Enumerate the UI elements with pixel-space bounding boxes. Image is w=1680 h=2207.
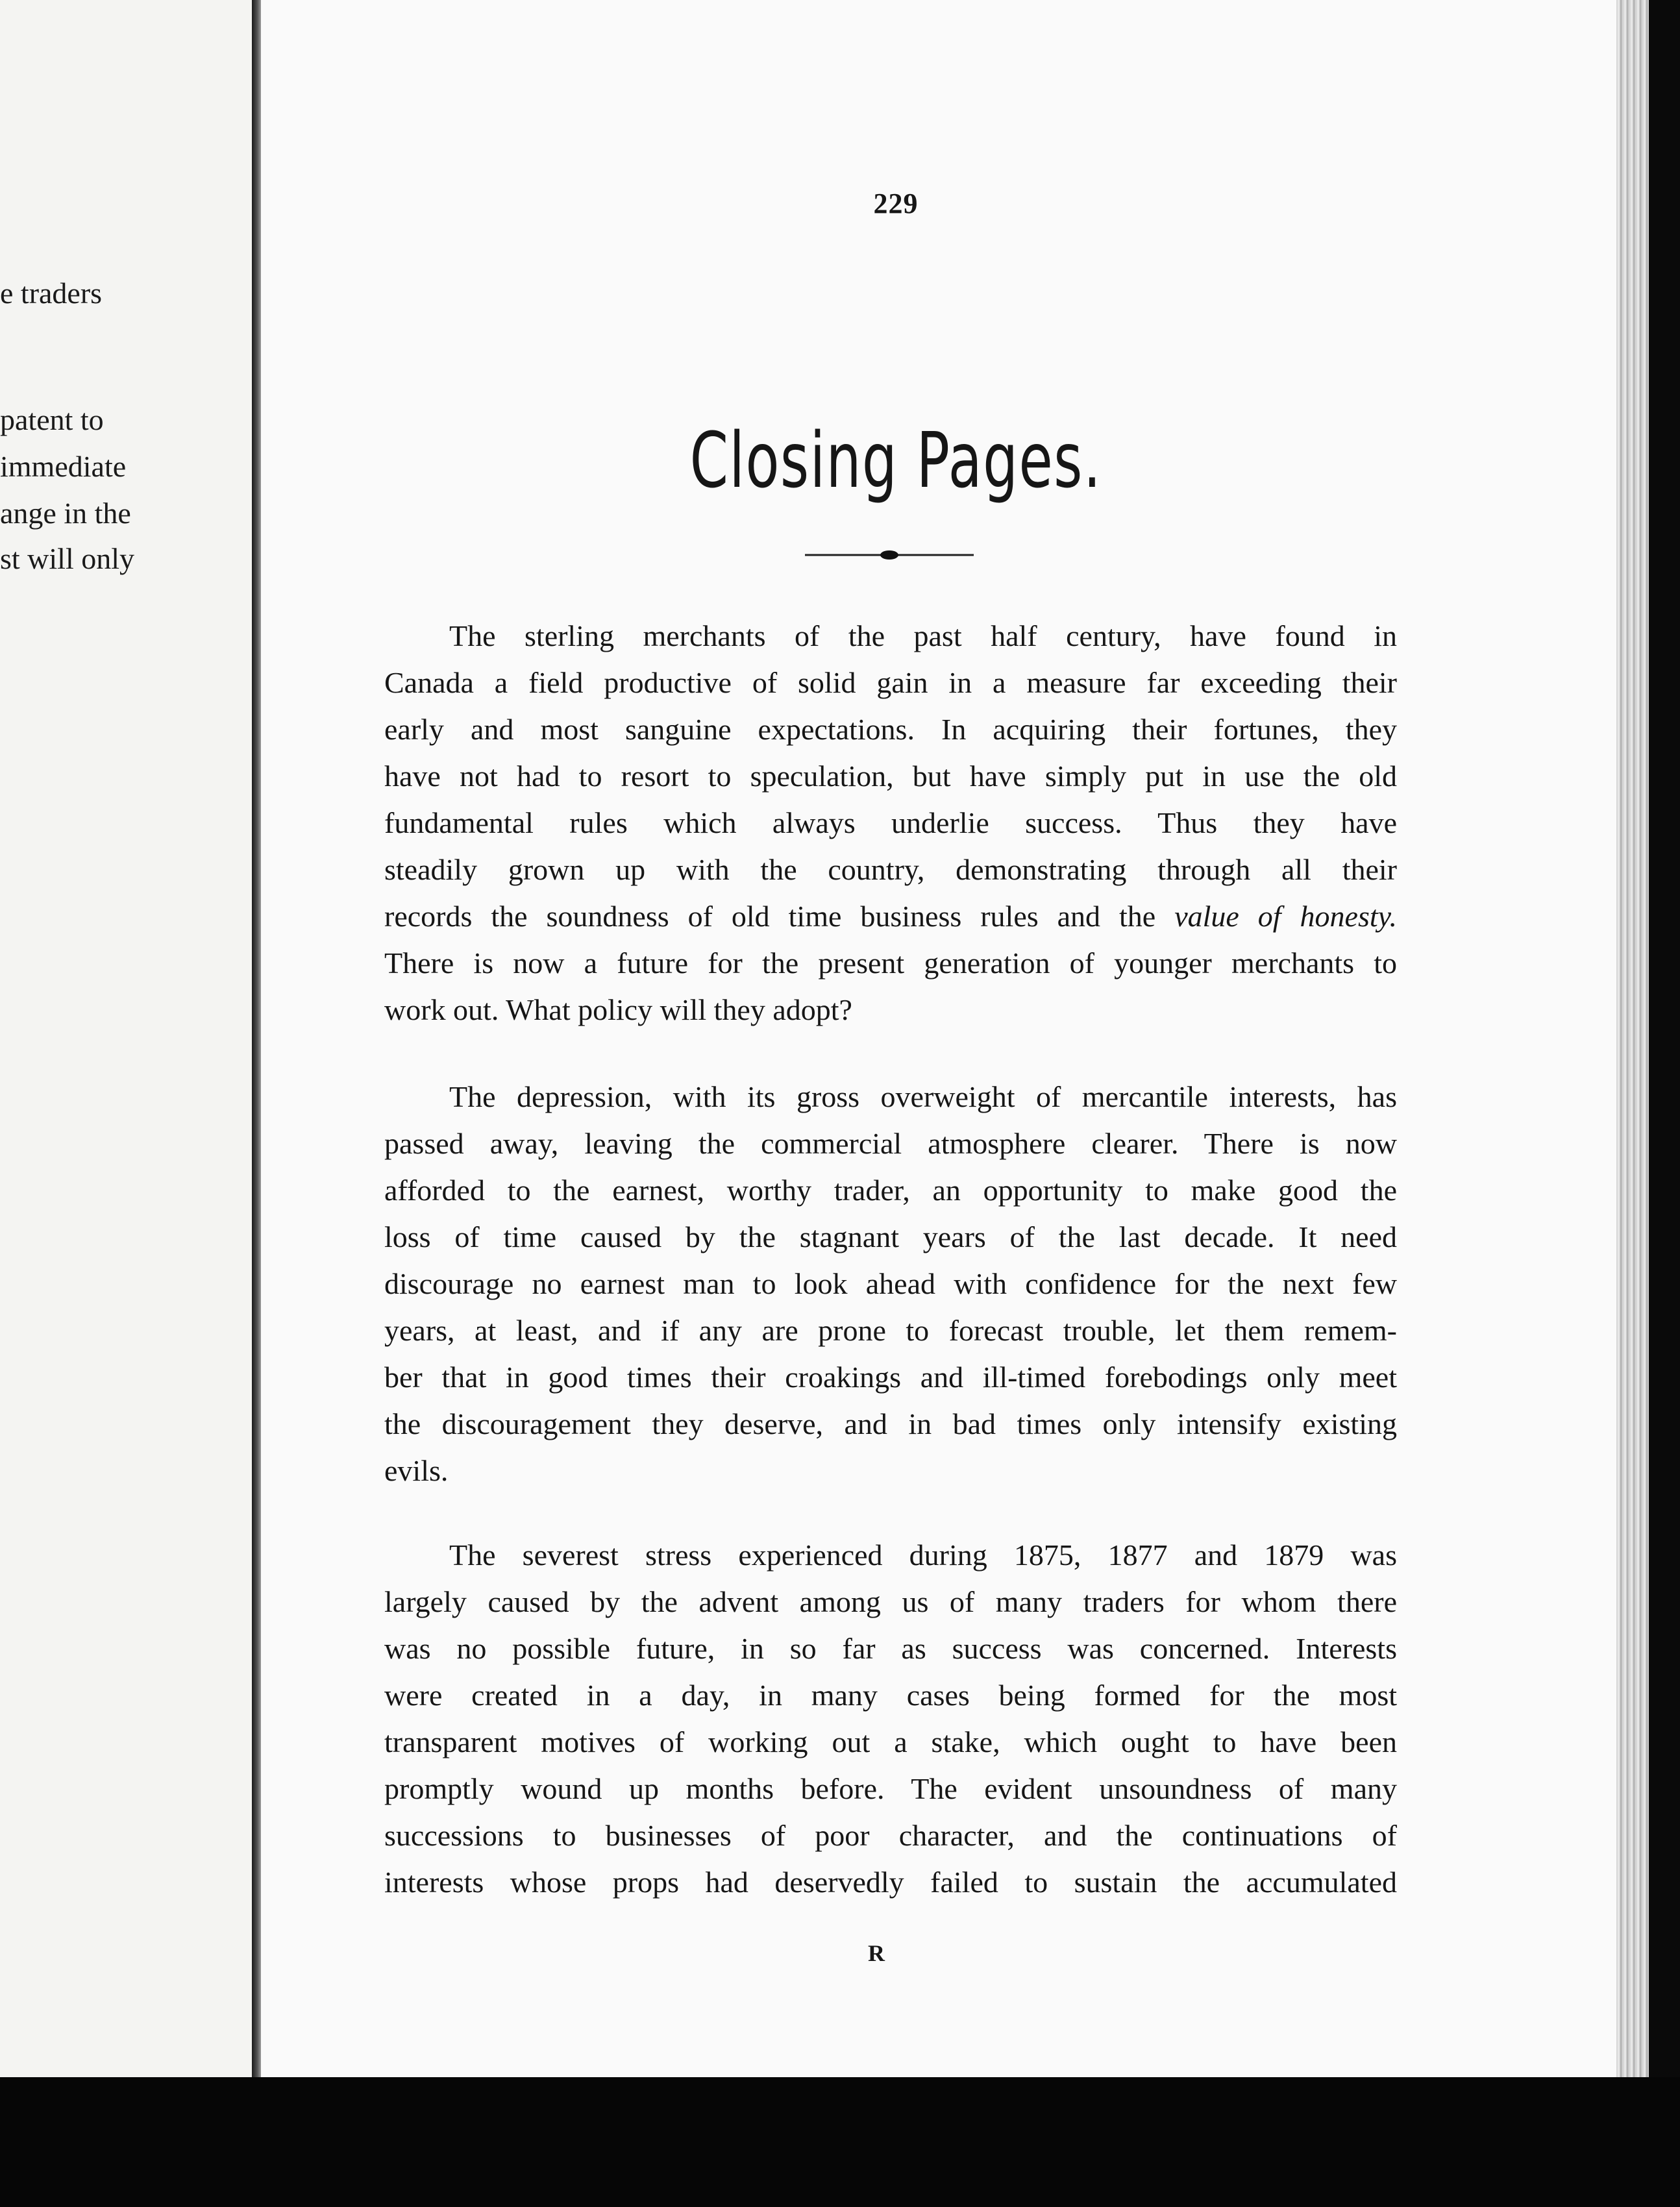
text-line: loss of time caused by the stagnant years of the last decade. It need: [384, 1220, 1397, 1253]
text-line: discourage no earnest man to look ahead with confidence for the next few: [384, 1267, 1397, 1300]
text-line: years, at least, and if any are prone to forecast trouble, let them remem-: [384, 1314, 1397, 1347]
text-line: The depression, with its gross overweight of mercantile interests, has: [449, 1080, 1397, 1113]
text-segment: records the soundness of old time business rules and the: [384, 900, 1156, 933]
page-number: 229: [873, 188, 919, 219]
text-line: early and most sanguine expectations. In acquiring their fortunes, they: [384, 713, 1397, 746]
text-line: largely caused by the advent among us of many traders for whom there: [384, 1585, 1397, 1618]
text-line: successions to businesses of poor character, and the continuations of: [384, 1819, 1397, 1852]
previous-page-line: ange in the: [0, 497, 131, 530]
text-line: work out. What policy will they adopt?: [384, 993, 852, 1026]
text-line: The sterling merchants of the past half century, have found in: [449, 619, 1397, 652]
text-line: were created in a day, in many cases being formed for the most: [384, 1679, 1397, 1712]
text-line: afforded to the earnest, worthy trader, an opportunity to make good the: [384, 1174, 1397, 1207]
text-line: have not had to resort to speculation, but have simply put in use the old: [384, 759, 1397, 793]
previous-page-line: st will only: [0, 542, 135, 575]
title-ornament-divider: [805, 545, 974, 565]
text-line: steadily grown up with the country, demonstrating through all their: [384, 853, 1397, 886]
text-line: evils.: [384, 1454, 449, 1487]
text-line: ber that in good times their croakings and ill-timed forebodings only meet: [384, 1361, 1397, 1394]
text-line: Canada a field productive of solid gain in a measure far exceeding their: [384, 666, 1397, 699]
signature-mark: R: [868, 1940, 885, 1966]
book-gutter: [252, 0, 261, 2077]
text-line: There is now a future for the present generation of younger merchants to: [384, 946, 1397, 980]
paragraph-2: [384, 1074, 1397, 1494]
text-line: fundamental rules which always underlie success. Thus they have: [384, 806, 1397, 839]
page-title: Closing Pages.: [689, 415, 1102, 505]
previous-page-line: patent to: [0, 403, 104, 436]
scan-background: [0, 2077, 1680, 2207]
text-line: the discouragement they deserve, and in bad times only intensify existing: [384, 1407, 1397, 1440]
page-edges: [1616, 0, 1649, 2090]
text-line: transparent motives of working out a stake, which ought to have been: [384, 1725, 1397, 1758]
previous-page-line: immediate: [0, 450, 127, 483]
text-line: interests whose props had deservedly failed to sustain the accumulated: [384, 1866, 1397, 1899]
text-line: was no possible future, in so far as success was concerned. Interests: [384, 1632, 1397, 1665]
text-line-with-italic: [384, 893, 1397, 940]
italic-phrase: value of honesty.: [1174, 900, 1398, 933]
paragraph-1: [384, 613, 1397, 1033]
previous-page-line: e traders: [0, 277, 103, 310]
text-line: passed away, leaving the commercial atmosphere clearer. There is now: [384, 1127, 1397, 1160]
text-line: promptly wound up months before. The evident unsoundness of many: [384, 1772, 1397, 1805]
text-line: The severest stress experienced during 1875, 1877 and 1879 was: [449, 1538, 1397, 1572]
paragraph-3: [384, 1532, 1397, 1906]
